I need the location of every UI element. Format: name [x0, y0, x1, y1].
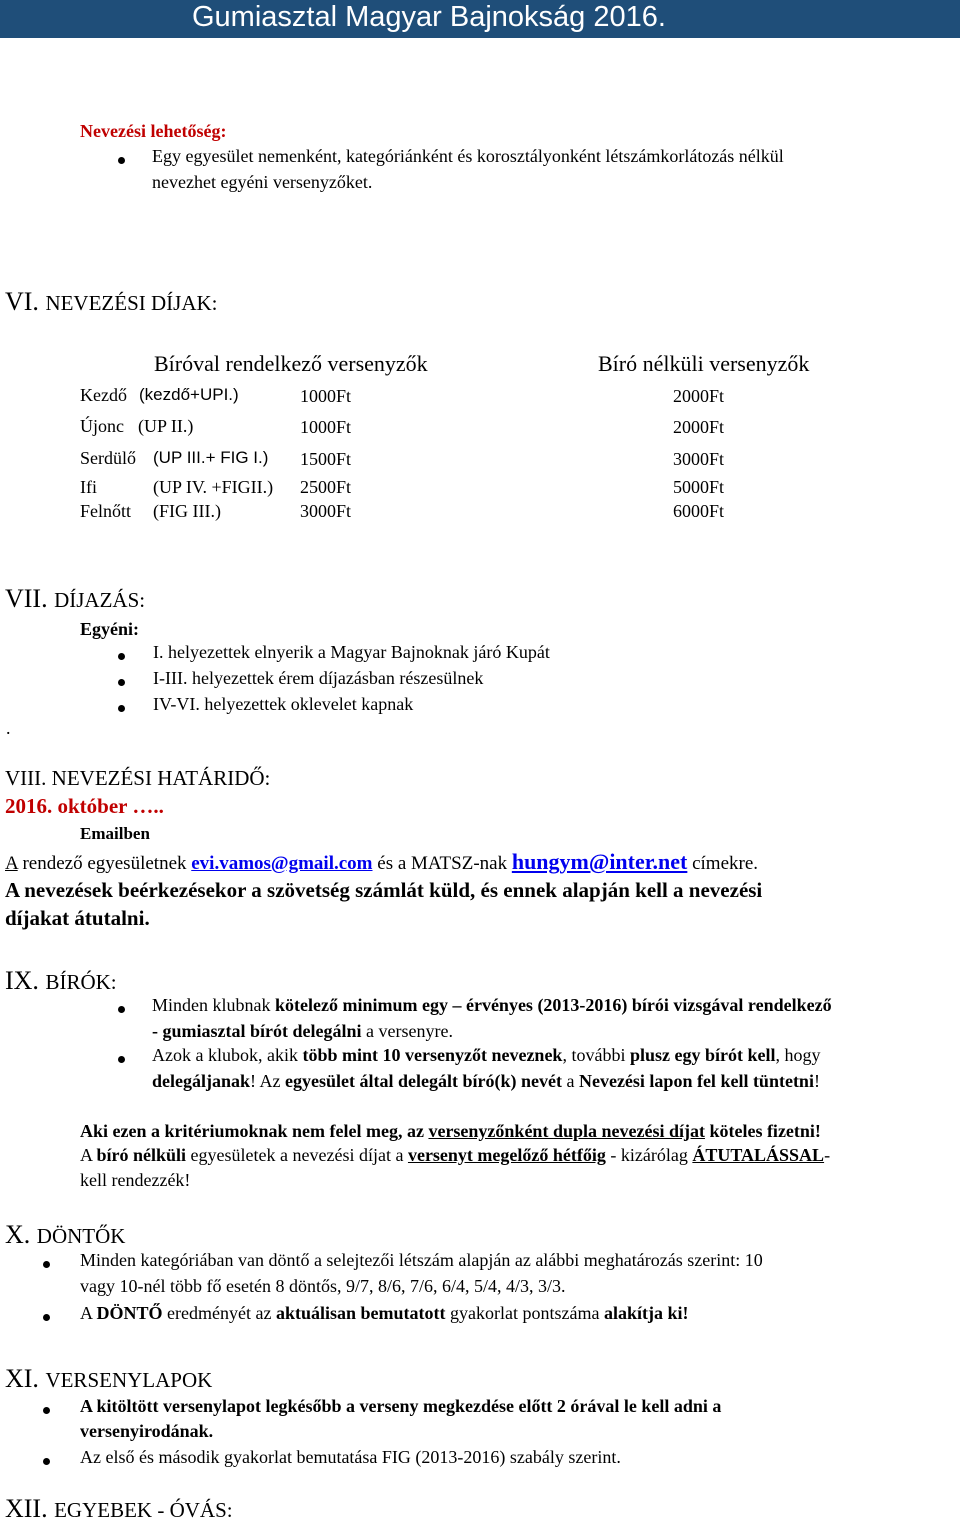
bold-span: egyesület által delegált bíró(k) nevét: [285, 1071, 562, 1091]
fee-row-with-judge: 1000Ft: [300, 386, 352, 406]
bullet-icon: [118, 679, 125, 686]
bullet-icon: [118, 705, 125, 712]
judge-rule-2-line-1: [152, 1045, 820, 1066]
email-label: Emailben: [80, 824, 150, 843]
text-span: Aki ezen a kritériumoknak nem felel meg, az: [80, 1121, 429, 1141]
underlined-span: versenyzőnként dupla nevezési díjat: [428, 1121, 705, 1141]
finals-rule-1-line-1: Minden kategóriában van döntő a selejtezői létszám alapján az alábbi meghatározás szerint: 10: [80, 1250, 763, 1270]
section-vi-heading: [5, 287, 218, 317]
text-span: , további: [562, 1045, 630, 1065]
fees-column-with-judge: Bíróval rendelkező versenyzők: [154, 351, 428, 376]
fee-row-level: (UP IV. +FIGII.): [153, 477, 274, 497]
bullet-icon: [118, 157, 125, 164]
entry-line-2: nevezhet egyéni versenyzőket.: [152, 172, 373, 192]
section-xii-heading: [5, 1494, 233, 1524]
section-number: X.: [5, 1220, 31, 1249]
fee-row-level: (FIG III.): [153, 501, 221, 521]
section-title: NEVEZÉSI HATÁRIDŐ:: [51, 766, 271, 790]
text-span: A: [80, 1303, 97, 1323]
text-span: a versenyre.: [361, 1021, 453, 1041]
fee-row-without-judge: 6000Ft: [673, 501, 725, 521]
text-span: !: [813, 1071, 820, 1091]
organizer-email-link[interactable]: evi.vamos@gmail.com: [191, 853, 373, 874]
fees-column-without-judge: Bíró nélküli versenyzők: [598, 351, 810, 376]
bold-span: delegáljanak: [152, 1071, 251, 1091]
fee-row-category: Kezdő: [80, 385, 127, 405]
text-span: köteles fizetni!: [704, 1121, 821, 1141]
deadline-date: 2016. október …..: [5, 794, 164, 818]
finals-rule-2: [80, 1303, 688, 1324]
fee-row-without-judge: 2000Ft: [673, 386, 725, 406]
text-span: Azok a klubok, akik: [152, 1045, 303, 1065]
fee-row-level: (UP III.+ FIG I.): [153, 448, 269, 467]
transfer-line-1: [80, 1145, 830, 1166]
text-span: és a MATSZ-nak: [372, 853, 512, 874]
stray-dot: .: [6, 718, 11, 738]
sheets-rule-2: Az első és második gyakorlat bemutatása FIG (2013-2016) szabály szerint.: [80, 1447, 621, 1467]
bullet-icon: [118, 653, 125, 660]
sheets-rule-1-line-1: A kitöltött versenylapot legkésőbb a verseny megkezdése előtt 2 órával le kell adni a: [80, 1396, 722, 1416]
bold-span: alakítja ki!: [603, 1303, 689, 1323]
bold-span: kötelező minimum egy – érvényes (2013-2016) bírói vizsgával rendelkező: [275, 995, 832, 1015]
section-number: VII.: [5, 584, 48, 613]
text-span: - kizárólag: [605, 1145, 693, 1165]
sheets-rule-1-line-2: versenyirodának.: [80, 1421, 214, 1441]
text-span: -: [824, 1145, 831, 1165]
fee-row-without-judge: 5000Ft: [673, 477, 725, 497]
fee-row-category: Felnőtt: [80, 501, 132, 521]
bold-span: - gumiasztal bírót delegálni: [152, 1021, 362, 1041]
invoice-line-1: A nevezések beérkezésekor a szövetség számlát küld, és ennek alapján kell a nevezési: [5, 878, 763, 902]
text-span: a: [561, 1071, 579, 1091]
fee-row-category: Serdülő: [80, 448, 136, 468]
bold-span: Nevezési lapon fel kell tüntetni: [578, 1071, 814, 1091]
section-title: VERSENYLAPOK: [45, 1368, 213, 1392]
fee-row-with-judge: 3000Ft: [300, 501, 352, 521]
fee-row-without-judge: 3000Ft: [673, 449, 725, 469]
penalty-line: [80, 1121, 821, 1142]
fee-row-without-judge: 2000Ft: [673, 417, 725, 437]
invoice-line-2: díjakat átutalni.: [5, 906, 150, 930]
section-title: DÍJAZÁS:: [54, 588, 146, 612]
text-span: Minden klubnak: [152, 995, 275, 1015]
bold-span: bíró nélküli: [96, 1145, 187, 1165]
underlined-span: versenyt megelőző hétfőig: [407, 1145, 606, 1165]
section-title: NEVEZÉSI DÍJAK:: [45, 291, 218, 315]
bold-span: több mint 10 versenyzőt neveznek: [302, 1045, 563, 1065]
document-title: Gumiasztal Magyar Bajnokság 2016.: [192, 1, 666, 33]
bullet-icon: [43, 1458, 50, 1465]
fee-row-level: (UP II.): [138, 416, 194, 436]
article-a: A: [5, 853, 18, 874]
text-span: címekre.: [687, 853, 759, 874]
award-item: I. helyezettek elnyerik a Magyar Bajnoknak járó Kupát: [153, 642, 550, 662]
section-title: EGYEBEK - ÓVÁS:: [54, 1498, 233, 1522]
section-xi-heading: [5, 1364, 212, 1394]
fee-row-category: Újonc: [80, 416, 124, 436]
award-item: I-III. helyezettek érem díjazásban részesülnek: [153, 668, 484, 688]
awards-individual-label: Egyéni:: [80, 619, 140, 639]
text-span: A: [80, 1145, 97, 1165]
bold-span: plusz egy bírót kell: [629, 1045, 776, 1065]
entry-heading: Nevezési lehetőség:: [80, 121, 227, 141]
section-viii-heading: [5, 766, 270, 791]
section-number: VI.: [5, 287, 39, 316]
fee-row-with-judge: 1500Ft: [300, 449, 352, 469]
fee-row-with-judge: 2500Ft: [300, 477, 352, 497]
judge-rule-2-line-2: [152, 1071, 820, 1092]
bullet-icon: [43, 1407, 50, 1414]
section-ix-heading: [5, 966, 117, 996]
bullet-icon: [43, 1261, 50, 1268]
section-vii-heading: [5, 584, 145, 614]
underlined-span: ÁTUTALÁSSAL: [692, 1145, 825, 1165]
section-x-heading: [5, 1220, 125, 1250]
award-item: IV-VI. helyezettek oklevelet kapnak: [153, 694, 414, 714]
matsz-email-link[interactable]: hungym@inter.net: [511, 849, 688, 874]
text-span: rendező egyesületnek: [17, 853, 192, 874]
entry-line-1: Egy egyesület nemenként, kategóriánként és korosztályonként létszámkorlátozás nélkül: [152, 146, 784, 166]
judge-rule-1-line-2: [152, 1021, 453, 1042]
section-title: BÍRÓK:: [45, 970, 117, 994]
section-title: DÖNTŐK: [36, 1224, 126, 1248]
bold-span: DÖNTŐ: [96, 1303, 163, 1323]
fee-row-category: Ifi: [80, 477, 97, 497]
bullet-icon: [118, 1006, 125, 1013]
text-span: egyesületek a nevezési díjat a: [186, 1145, 408, 1165]
section-number: XII.: [5, 1494, 48, 1523]
deadline-email-line: [5, 849, 758, 875]
section-number: IX.: [5, 966, 39, 995]
text-span: eredményét az: [162, 1303, 276, 1323]
bold-span: aktuálisan bemutatott: [275, 1303, 446, 1323]
section-number: VIII.: [5, 766, 47, 790]
fee-row-with-judge: 1000Ft: [300, 417, 352, 437]
section-number: XI.: [5, 1364, 39, 1393]
finals-rule-1-line-2: vagy 10-nél több fő esetén 8 döntős, 9/7, 8/6, 7/6, 6/4, 5/4, 4/3, 3/3.: [80, 1276, 566, 1296]
bullet-icon: [118, 1056, 125, 1063]
fee-row-level: (kezdő+UPI.): [139, 385, 239, 404]
transfer-line-2: kell rendezzék!: [80, 1170, 191, 1190]
bullet-icon: [43, 1314, 50, 1321]
text-span: ! Az: [250, 1071, 286, 1091]
text-span: gyakorlat pontszáma: [445, 1303, 604, 1323]
text-span: , hogy: [775, 1045, 821, 1065]
judge-rule-1-line-1: [152, 995, 832, 1016]
